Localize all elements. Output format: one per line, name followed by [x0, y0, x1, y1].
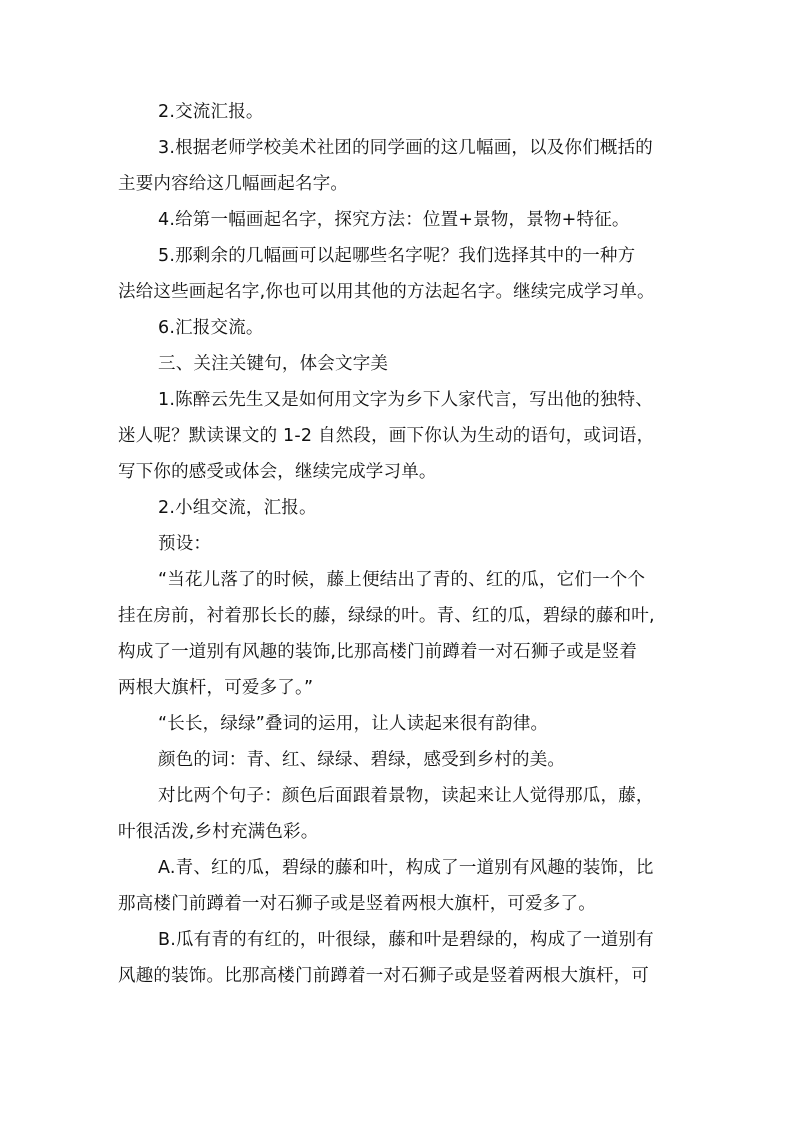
paragraph-line: 2.交流汇报。: [158, 102, 264, 122]
paragraph-line: B.瓜有青的有红的，叶很绿，藤和叶是碧绿的，构成了一道别有: [158, 930, 654, 950]
paragraph-line: A.青、红的瓜，碧绿的藤和叶，构成了一道别有风趣的装饰，比: [158, 858, 654, 878]
paragraph-line: 5.那剩余的几幅画可以起哪些名字呢？我们选择其中的一种方: [158, 246, 636, 266]
paragraph-line: 构成了一道别有风趣的装饰,比那高楼门前蹲着一对石狮子或是竖着: [118, 642, 638, 662]
paragraph-line: 预设：: [158, 534, 212, 554]
document-body: [118, 94, 690, 994]
paragraph-line: 法给这些画起名字,你也可以用其他的方法起名字。继续完成学习单。: [118, 282, 655, 302]
paragraph-line: 迷人呢？默读课文的 1-2 自然段，画下你认为生动的语句，或词语，: [118, 426, 655, 446]
paragraph-line: 挂在房前，衬着那长长的藤，绿绿的叶。青、红的瓜，碧绿的藤和叶,: [118, 606, 655, 626]
paragraph-line: 3.根据老师学校美术社团的同学画的这几幅画，以及你们概括的: [158, 138, 653, 158]
paragraph-line: 4.给第一幅画起名字，探究方法：位置+景物，景物+特征。: [158, 210, 630, 230]
paragraph-line: 对比两个句子：颜色后面跟着景物，读起来让人觉得那瓜，藤，: [158, 786, 654, 806]
paragraph-line: 风趣的装饰。比那高楼门前蹲着一对石狮子或是竖着两根大旗杆，可: [118, 966, 649, 986]
paragraph-line: “当花儿落了的时候，藤上便结出了青的、红的瓜，它们一个个: [158, 570, 646, 590]
paragraph-line: 写下你的感受或体会，继续完成学习单。: [118, 462, 437, 482]
paragraph-line: 两根大旗杆，可爱多了。”: [118, 678, 314, 698]
paragraph-line: “长长，绿绿”叠词的运用，让人读起来很有韵律。: [158, 714, 549, 734]
paragraph-line: 颜色的词：青、红、绿绿、碧绿，感受到乡村的美。: [158, 750, 566, 770]
paragraph-line: 2.小组交流，汇报。: [158, 498, 317, 518]
paragraph-line: 三、关注关键句，体会文字美: [158, 354, 389, 374]
paragraph-line: 那高楼门前蹲着一对石狮子或是竖着两根大旗杆，可爱多了。: [118, 894, 596, 914]
paragraph-line: 主要内容给这几幅画起名字。: [118, 174, 349, 194]
paragraph-line: 1.陈醉云先生又是如何用文字为乡下人家代言，写出他的独特、: [158, 390, 653, 410]
paragraph-line: 6.汇报交流。: [158, 318, 264, 338]
paragraph-line: 叶很活泼,乡村充满色彩。: [118, 822, 319, 842]
